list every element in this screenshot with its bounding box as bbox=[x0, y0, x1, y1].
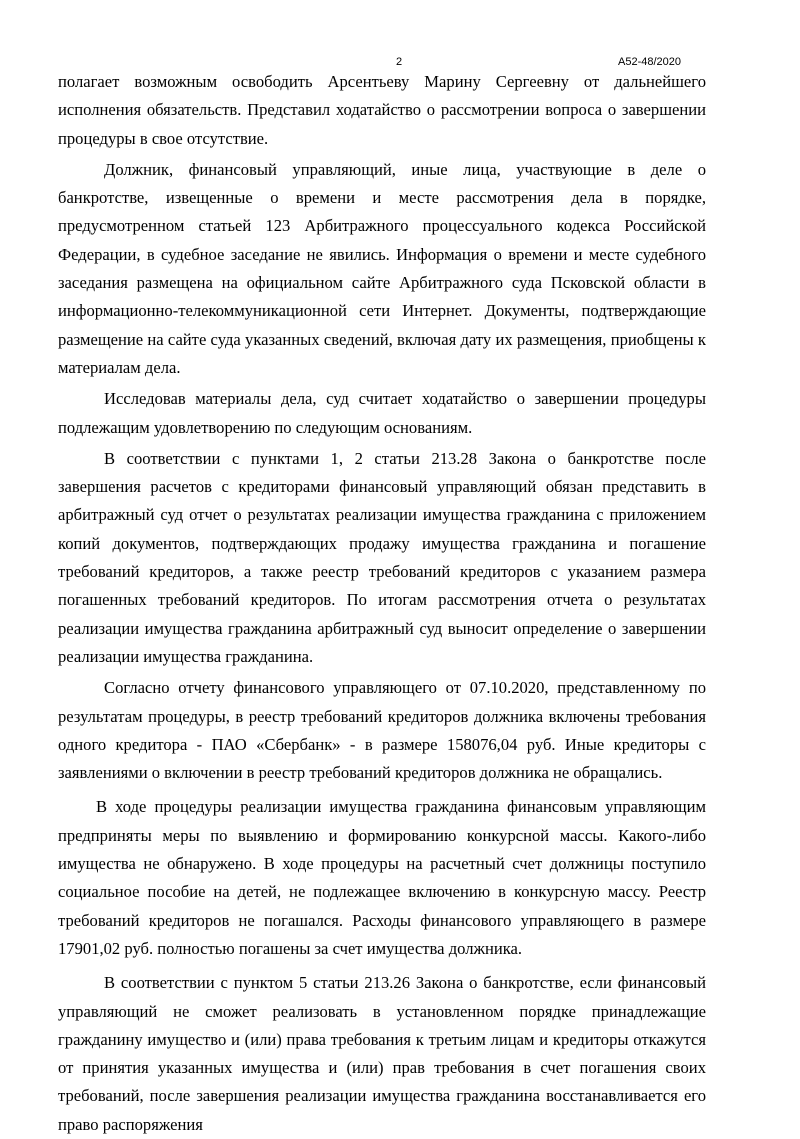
paragraph-law-213-28: В соответствии с пунктами 1, 2 статьи 213.28 Закона о банкротстве после завершения расчетов с кредиторами финансовый управляющий обязан представить в арбитражный суд отчет о результатах реализации имущества гражданина с приложением копий документов, подтверждающих продажу имущества гражданина и погашение требований кредиторов, а также реестр требований кредиторов с указанием размера погашенных требований кредиторов. По итогам рассмотрения отчета о результатах реализации имущества гражданина арбитражный суд выносит определение о завершении реализации имущества гражданина. bbox=[58, 448, 706, 666]
document-body bbox=[58, 68, 706, 1139]
paragraph-notification: Должник, финансовый управляющий, иные лица, участвующие в деле о банкротстве, извещенные о времени и месте рассмотрения дела в порядке, предусмотренном статьей 123 Арбитражного процессуального кодекса Российской Федерации, в судебное заседание не явились. Информация о времени и месте судебного заседания размещена на официальном сайте Арбитражного суда Псковской области в информационно-телекоммуникационной сети Интернет. Документы, подтверждающие размещение на сайте суда указанных сведений, включая дату их размещения, приобщены к материалам дела. bbox=[58, 159, 706, 377]
paragraph-court-assessment: Исследовав материалы дела, суд считает ходатайство о завершении процедуры подлежащим удовлетворению по следующим основаниям. bbox=[58, 389, 706, 437]
case-number: А52-48/2020 bbox=[618, 56, 681, 68]
paragraph-continuation: полагает возможным освободить Арсентьеву Марину Сергеевну от дальнейшего исполнения обязательств. Представил ходатайство о рассмотрении вопроса о завершении процедуры в свое отсутствие. bbox=[58, 72, 706, 148]
paragraph-procedure-results: В ходе процедуры реализации имущества гражданина финансовым управляющим предприняты меры по выявлению и формированию конкурсной массы. Какого-либо имущества не обнаружено. В ходе процедуры на расчетный счет должницы поступило социальное пособие на детей, не подлежащее включению в конкурсную массу. Реестр требований кредиторов не погашался. Расходы финансового управляющего в размере 17901,02 руб. полностью погашены за счет имущества должника. bbox=[58, 797, 706, 958]
page-number: 2 bbox=[396, 56, 403, 68]
paragraph-manager-report: Согласно отчету финансового управляющего от 07.10.2020, представленному по результатам процедуры, в реестр требований кредиторов должника включены требования одного кредитора - ПАО «Сбербанк» - в размере 158076,04 руб. Иные кредиторы с заявлениями о включении в реестр требований кредиторов должника не обращались. bbox=[58, 678, 706, 783]
paragraph-law-213-26: В соответствии с пунктом 5 статьи 213.26 Закона о банкротстве, если финансовый управляющий не сможет реализовать в установленном порядке принадлежащие гражданину имущество и (или) права требования к третьим лицам и кредиторы откажутся от принятия указанных имущества и (или) прав требования в счет погашения своих требований, после завершения реализации имущества гражданина восстанавливается его право распоряжения bbox=[58, 973, 706, 1134]
